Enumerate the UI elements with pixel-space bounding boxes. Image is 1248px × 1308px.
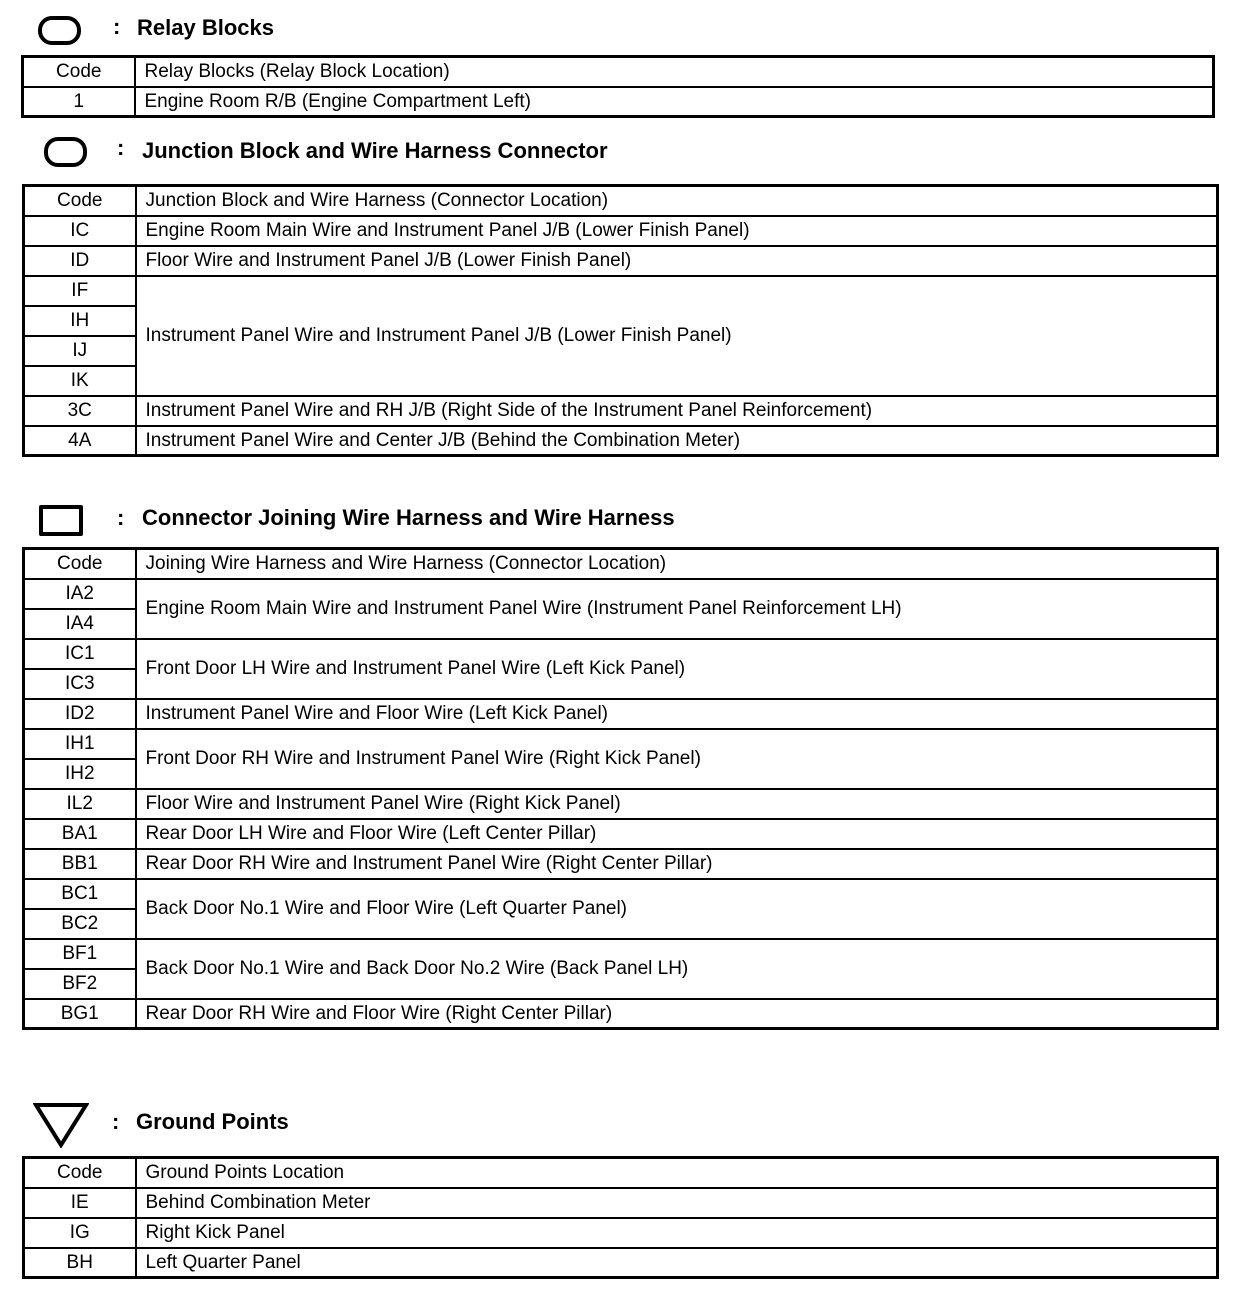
rounded-rectangle-icon — [38, 16, 81, 45]
section-heading-ground-points — [0, 1098, 700, 1138]
table-header-row — [24, 1158, 1218, 1188]
rounded-rectangle-icon — [44, 137, 87, 167]
row-description: Engine Room Main Wire and Instrument Panel J/B (Lower Finish Panel) — [136, 216, 1218, 246]
row-code: 3C — [24, 396, 136, 426]
rectangle-icon — [39, 505, 83, 536]
row-code: BA1 — [24, 819, 136, 849]
row-code: IH1 — [24, 729, 136, 759]
header-code: Code — [24, 549, 136, 579]
row-description: Back Door No.1 Wire and Back Door No.2 Wire (Back Panel LH) — [136, 939, 1218, 999]
row-description: Rear Door RH Wire and Floor Wire (Right Center Pillar) — [136, 999, 1218, 1029]
row-description: Floor Wire and Instrument Panel J/B (Lower Finish Panel) — [136, 246, 1218, 276]
row-description: Instrument Panel Wire and Instrument Panel J/B (Lower Finish Panel) — [136, 276, 1218, 396]
row-code: IL2 — [24, 789, 136, 819]
table-row — [24, 216, 1218, 246]
header-code: Code — [24, 1158, 136, 1188]
header-description: Junction Block and Wire Harness (Connector Location) — [136, 186, 1218, 216]
row-code: IA4 — [24, 609, 136, 639]
header-description: Ground Points Location — [136, 1158, 1218, 1188]
table-row — [24, 999, 1218, 1029]
heading-colon: : — [117, 505, 125, 530]
row-code: IE — [24, 1188, 136, 1218]
table-row — [24, 1248, 1218, 1278]
row-description: Right Kick Panel — [136, 1218, 1218, 1248]
row-code: ID — [24, 246, 136, 276]
table-row — [24, 729, 1218, 759]
row-code: BG1 — [24, 999, 136, 1029]
down-triangle-icon — [33, 1102, 89, 1148]
table-row — [24, 699, 1218, 729]
table-row — [23, 87, 1214, 117]
table-row — [24, 789, 1218, 819]
row-description: Instrument Panel Wire and Center J/B (Behind the Combination Meter) — [136, 426, 1218, 456]
heading-colon: : — [112, 1109, 120, 1134]
row-code: BC1 — [24, 879, 136, 909]
relay-blocks-table — [21, 55, 1215, 118]
row-description: Instrument Panel Wire and Floor Wire (Left Kick Panel) — [136, 699, 1218, 729]
row-code: IC3 — [24, 669, 136, 699]
row-code: BC2 — [24, 909, 136, 939]
row-description: Front Door LH Wire and Instrument Panel Wire (Left Kick Panel) — [136, 639, 1218, 699]
header-description: Relay Blocks (Relay Block Location) — [135, 57, 1214, 87]
header-code: Code — [24, 186, 136, 216]
heading-colon: : — [117, 135, 125, 160]
row-code: IC — [24, 216, 136, 246]
table-row — [24, 276, 1218, 306]
table-row — [24, 819, 1218, 849]
connector-table — [22, 547, 1219, 1030]
table-row — [24, 879, 1218, 909]
row-description: Behind Combination Meter — [136, 1188, 1218, 1218]
table-row — [24, 639, 1218, 669]
section-title: Ground Points — [136, 1109, 289, 1134]
row-code: BB1 — [24, 849, 136, 879]
table-row — [24, 939, 1218, 969]
row-code: IH — [24, 306, 136, 336]
row-description: Engine Room Main Wire and Instrument Panel Wire (Instrument Panel Reinforcement LH) — [136, 579, 1218, 639]
row-description: Front Door RH Wire and Instrument Panel Wire (Right Kick Panel) — [136, 729, 1218, 789]
row-code: IJ — [24, 336, 136, 366]
row-description: Left Quarter Panel — [136, 1248, 1218, 1278]
row-description: Instrument Panel Wire and RH J/B (Right Side of the Instrument Panel Reinforcement) — [136, 396, 1218, 426]
row-code: IA2 — [24, 579, 136, 609]
row-code: BF1 — [24, 939, 136, 969]
table-row — [24, 1188, 1218, 1218]
section-title: Junction Block and Wire Harness Connector — [142, 138, 608, 163]
table-header-row — [24, 186, 1218, 216]
table-row — [24, 849, 1218, 879]
section-heading-relay-blocks — [0, 8, 700, 48]
table-header-row — [23, 57, 1214, 87]
row-code: IK — [24, 366, 136, 396]
section-heading-connector — [0, 498, 900, 538]
table-header-row — [24, 549, 1218, 579]
row-code: IG — [24, 1218, 136, 1248]
row-code: IH2 — [24, 759, 136, 789]
row-code: IC1 — [24, 639, 136, 669]
junction-block-table — [22, 184, 1219, 457]
row-description: Engine Room R/B (Engine Compartment Left) — [135, 87, 1214, 117]
section-title: Connector Joining Wire Harness and Wire Harness — [142, 505, 675, 530]
row-description: Rear Door LH Wire and Floor Wire (Left Center Pillar) — [136, 819, 1218, 849]
table-row — [24, 426, 1218, 456]
row-code: IF — [24, 276, 136, 306]
header-description: Joining Wire Harness and Wire Harness (Connector Location) — [136, 549, 1218, 579]
row-description: Rear Door RH Wire and Instrument Panel Wire (Right Center Pillar) — [136, 849, 1218, 879]
table-row — [24, 396, 1218, 426]
row-code: BF2 — [24, 969, 136, 999]
table-row — [24, 1218, 1218, 1248]
section-title: Relay Blocks — [137, 15, 274, 40]
row-description: Back Door No.1 Wire and Floor Wire (Left Quarter Panel) — [136, 879, 1218, 939]
ground-points-table — [22, 1156, 1219, 1279]
heading-colon: : — [113, 14, 121, 39]
row-description: Floor Wire and Instrument Panel Wire (Right Kick Panel) — [136, 789, 1218, 819]
row-code: 4A — [24, 426, 136, 456]
row-code: ID2 — [24, 699, 136, 729]
header-code: Code — [23, 57, 135, 87]
row-code: BH — [24, 1248, 136, 1278]
row-code: 1 — [23, 87, 135, 117]
table-row — [24, 246, 1218, 276]
section-heading-junction-block — [0, 131, 900, 171]
table-row — [24, 579, 1218, 609]
